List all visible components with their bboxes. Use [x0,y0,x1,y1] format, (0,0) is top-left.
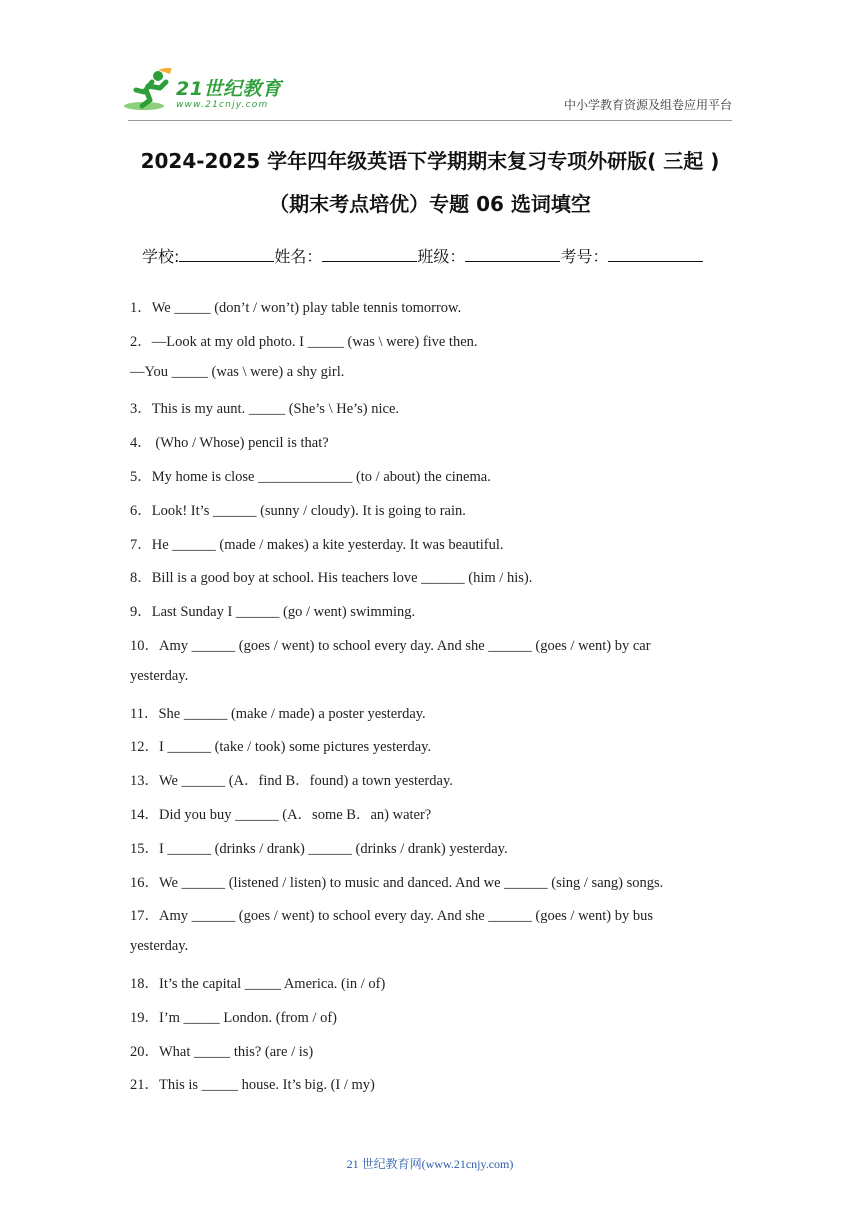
question-line: 17．Amy ______ (goes / went) to school every day. And she ______ (goes / went) by bus [130,908,653,924]
exam-number-blank [608,245,703,262]
question-line: yesterday. [130,668,189,684]
header-divider [128,120,732,121]
question-line: 8．Bill is a good boy at school. His teachers love ______ (him / his). [130,570,533,586]
runner-logo-icon [122,68,176,112]
class-blank [465,245,560,262]
logo-text: 21世纪教育 [176,78,282,100]
name-label: 姓名： [274,247,323,266]
question-line: 9．Last Sunday I ______ (go / went) swimming. [130,604,416,620]
name-blank [322,245,417,262]
question-line: 3．This is my aunt. _____ (She’s \ He’s) nice. [130,401,400,417]
question-line: 19．I’m _____ London. (from / of) [130,1010,337,1026]
document-title-line1: 2024-2025 学年四年级英语下学期期末复习专项外研版( 三起 ) [140,149,720,173]
platform-caption: 中小学教育资源及组卷应用平台 [563,98,732,112]
question-line: 12．I ______ (take / took) some pictures yesterday. [130,739,432,755]
school-blank [179,245,274,262]
question-line: —You _____ (was \ were) a shy girl. [130,364,345,380]
question-line: 16．We ______ (listened / listen) to music and danced. And we ______ (sing / sang) songs. [130,875,664,891]
question-line: 1．We _____ (don’t / won’t) play table tennis tomorrow. [130,300,462,316]
question-line: 18．It’s the capital _____ America. (in / of) [130,976,386,992]
document-title-line2: （期末考点培优）专题 06 选词填空 [269,192,591,216]
class-label: 班级： [417,247,466,266]
page-header [0,0,860,125]
question-line: 15．I ______ (drinks / drank) ______ (drinks / drank) yesterday. [130,841,508,857]
question-line: 10．Amy ______ (goes / went) to school every day. And she ______ (goes / went) by car [130,638,651,654]
question-line: 20．What _____ this? (are / is) [130,1044,314,1060]
question-line: 4． (Who / Whose) pencil is that? [130,435,329,451]
question-line: 13．We ______ (A．find B．found) a town yesterday. [130,773,453,789]
exam-number-label: 考号： [560,247,609,266]
logo-url: www.21cnjy.com [176,100,269,110]
question-line: yesterday. [130,938,189,954]
question-line: 21．This is _____ house. It’s big. (I / my) [130,1077,375,1093]
student-info-line [142,244,703,267]
footer-link[interactable]: 21 世纪教育网(www.21cnjy.com) [346,1157,514,1171]
question-line: 11．She ______ (make / made) a poster yesterday. [130,706,426,722]
question-line: 2．—Look at my old photo. I _____ (was \ were) five then. [130,334,478,350]
site-logo[interactable] [122,68,292,118]
school-label: 学校: [142,247,180,266]
question-line: 5．My home is close _____________ (to / about) the cinema. [130,469,491,485]
question-line: 7．He ______ (made / makes) a kite yesterday. It was beautiful. [130,537,504,553]
question-line: 14．Did you buy ______ (A．some B．an) water? [130,807,432,823]
question-line: 6．Look! It’s ______ (sunny / cloudy). It is going to rain. [130,503,466,519]
